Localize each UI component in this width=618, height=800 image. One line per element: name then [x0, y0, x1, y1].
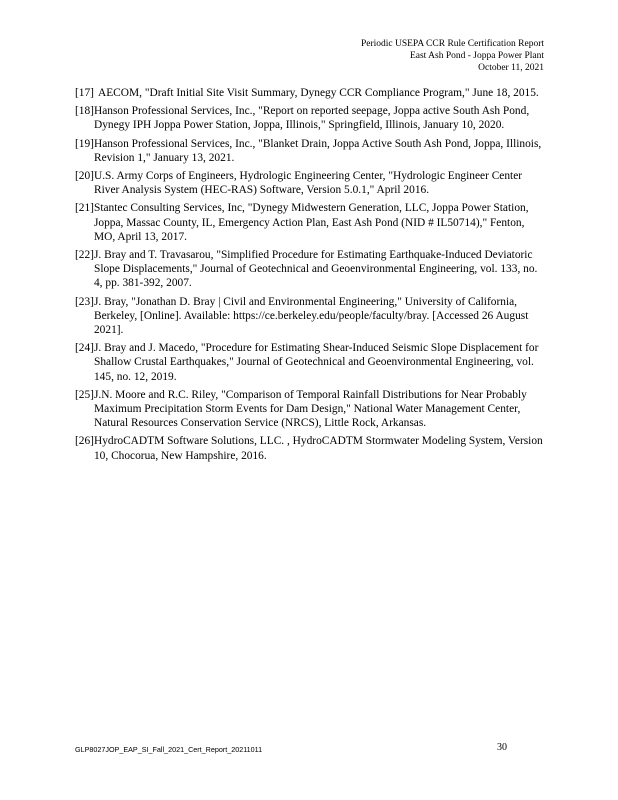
- reference-number: [25]: [75, 388, 94, 401]
- footer-page-number: 30: [497, 742, 507, 753]
- reference-number: [22]: [75, 249, 94, 262]
- reference-item: [75, 248, 545, 291]
- reference-list: [75, 86, 545, 467]
- header-report-title: Periodic USEPA CCR Rule Certification Report: [360, 39, 544, 49]
- reference-number: [23]: [75, 295, 94, 308]
- reference-number: [19]: [75, 137, 94, 150]
- header-site-name: East Ash Pond - Joppa Power Plant: [409, 51, 544, 62]
- reference-text: Hanson Professional Services, Inc., "Blanket Drain, Joppa Active South Ash Pond, Joppa, Illinois, Revision 1," January 13, 2021.: [93, 137, 542, 164]
- page-header: [361, 38, 544, 75]
- reference-number: [18]: [75, 105, 94, 118]
- reference-item: [75, 169, 545, 197]
- reference-text: Hanson Professional Services, Inc., "Report on reported seepage, Joppa active South Ash Pond, Dynegy IPH Joppa Power Station, Joppa, Illinois," Springfield, Illinois, January 10, 2020.: [93, 105, 530, 132]
- reference-item: [75, 137, 545, 165]
- reference-item: [75, 86, 545, 100]
- reference-text: J. Bray, "Jonathan D. Bray | Civil and Environmental Engineering," University of California, Berkeley, [Online]. Available: https://ce.berkeley.edu/people/faculty/bray. [Accessed 26 August 2021].: [93, 295, 529, 337]
- reference-number: [21]: [75, 202, 94, 215]
- reference-item: [75, 388, 545, 431]
- reference-text: HydroCADTM Software Solutions, LLC. , HydroCADTM Stormwater Modeling System, Version 10, Chocorua, New Hampshire, 2016.: [93, 435, 543, 462]
- reference-item: [75, 201, 545, 244]
- reference-item: [75, 434, 545, 462]
- reference-text: J. Bray and T. Travasarou, "Simplified Procedure for Estimating Earthquake-Induced Deviatoric Slope Displacements," Journal of Geotechnical and Geoenvironmental Engineering, vol. 133, no. 4, pp. 381-392, 2007.: [93, 249, 538, 290]
- reference-item: [75, 341, 545, 384]
- header-date: October 11, 2021: [478, 63, 544, 74]
- reference-number: [24]: [75, 342, 94, 355]
- reference-text: J.N. Moore and R.C. Riley, "Comparison of Temporal Rainfall Distributions for Near Probably Maximum Precipitation Storm Events for Dam Design," National Water Management Center, Natural Resources Conservation Service (NRCS), Little Rock, Arkansas.: [93, 388, 527, 430]
- footer-file-id: GLP8027JOP_EAP_SI_Fall_2021_Cert_Report_20211011: [75, 745, 263, 754]
- reference-number: [20]: [75, 170, 94, 183]
- reference-text: Stantec Consulting Services, Inc, "Dynegy Midwestern Generation, LLC, Joppa Power Station, Joppa, Massac County, IL, Emergency Action Plan, East Ash Pond (NID # IL50714)," Fenton, MO, April 13, 2017.: [93, 202, 529, 243]
- reference-text: AECOM, "Draft Initial Site Visit Summary, Dynegy CCR Compliance Program," June 18, 2015.: [97, 87, 539, 99]
- reference-item: [75, 104, 545, 132]
- reference-text: U.S. Army Corps of Engineers, Hydrologic Engineering Center, "Hydrologic Engineer Center River Analysis System (HEC-RAS) Software, Version 5.0.1," April 2016.: [93, 170, 523, 197]
- reference-number: [26]: [75, 435, 94, 448]
- reference-number: [17]: [75, 87, 94, 99]
- reference-text: J. Bray and J. Macedo, "Procedure for Estimating Shear-Induced Seismic Slope Displacement for Shallow Crustal Earthquakes," Journal of Geotechnical and Geoenvironmental Engineering, vol. 145, no. 12, 2019.: [93, 342, 539, 383]
- reference-item: [75, 295, 545, 338]
